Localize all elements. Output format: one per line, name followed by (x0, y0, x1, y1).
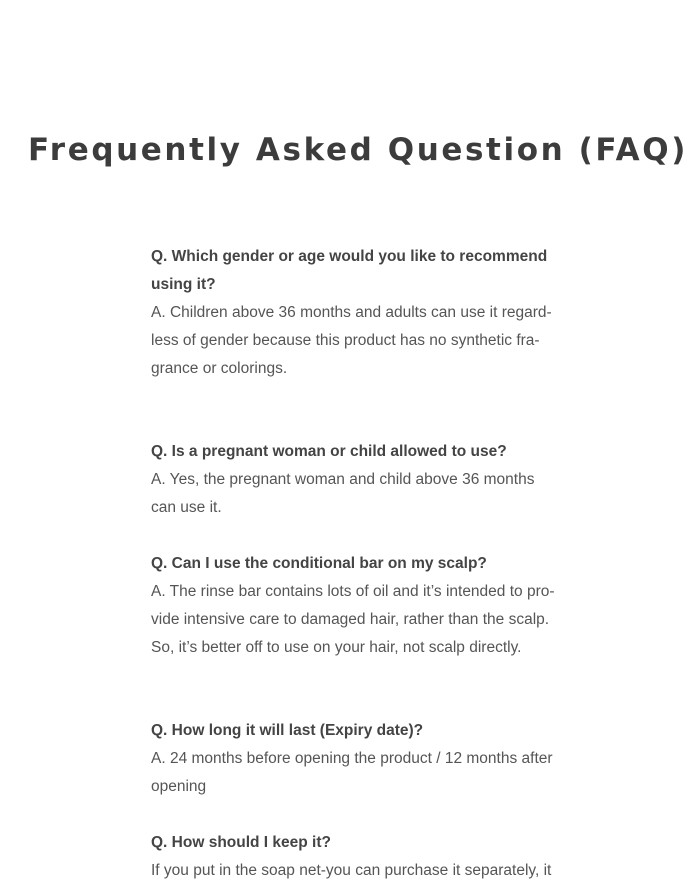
faq-answer (151, 745, 571, 801)
faq-item-gender-age (151, 243, 571, 383)
faq-question-line: using it? (151, 276, 216, 293)
faq-answer-line: grance or colorings. (151, 360, 288, 377)
faq-answer-line: vide intensive care to damaged hair, rather than the scalp. (151, 611, 550, 628)
faq-answer (151, 466, 571, 522)
faq-answer (151, 578, 571, 662)
faq-item-expiry (151, 717, 571, 801)
faq-answer-line: If you put in the soap net-you can purchase it separately, it (151, 862, 552, 879)
faq-answer (151, 299, 571, 383)
faq-question (151, 717, 571, 745)
faq-question (151, 550, 571, 578)
faq-answer-line: So, it’s better off to use on your hair, not scalp directly. (151, 639, 522, 656)
faq-question-line: Q. How should I keep it? (151, 834, 331, 851)
faq-answer-line: A. Yes, the pregnant woman and child above 36 months (151, 471, 535, 488)
faq-item-pregnant-child (151, 438, 571, 522)
faq-answer-line: opening (151, 778, 207, 795)
faq-item-storage (151, 829, 571, 885)
faq-question-line: Q. Can I use the conditional bar on my scalp? (151, 555, 487, 572)
faq-answer-line: less of gender because this product has no synthetic fra- (151, 332, 540, 349)
faq-question-line: Q. Which gender or age would you like to recommend (151, 248, 548, 265)
faq-answer-line: can use it. (151, 499, 222, 516)
faq-answer (151, 857, 571, 885)
faq-item-scalp (151, 550, 571, 662)
faq-question (151, 829, 571, 857)
faq-answer-line: A. 24 months before opening the product / 12 months after (151, 750, 553, 767)
faq-question-line: Q. How long it will last (Expiry date)? (151, 722, 424, 739)
faq-question (151, 438, 571, 466)
faq-answer-line: A. The rinse bar contains lots of oil and it’s intended to pro- (151, 583, 555, 600)
page-title: Frequently Asked Question (FAQ) (28, 132, 688, 168)
faq-question-line: Q. Is a pregnant woman or child allowed to use? (151, 443, 507, 460)
faq-question (151, 243, 571, 299)
faq-answer-line: A. Children above 36 months and adults can use it regard- (151, 304, 552, 321)
